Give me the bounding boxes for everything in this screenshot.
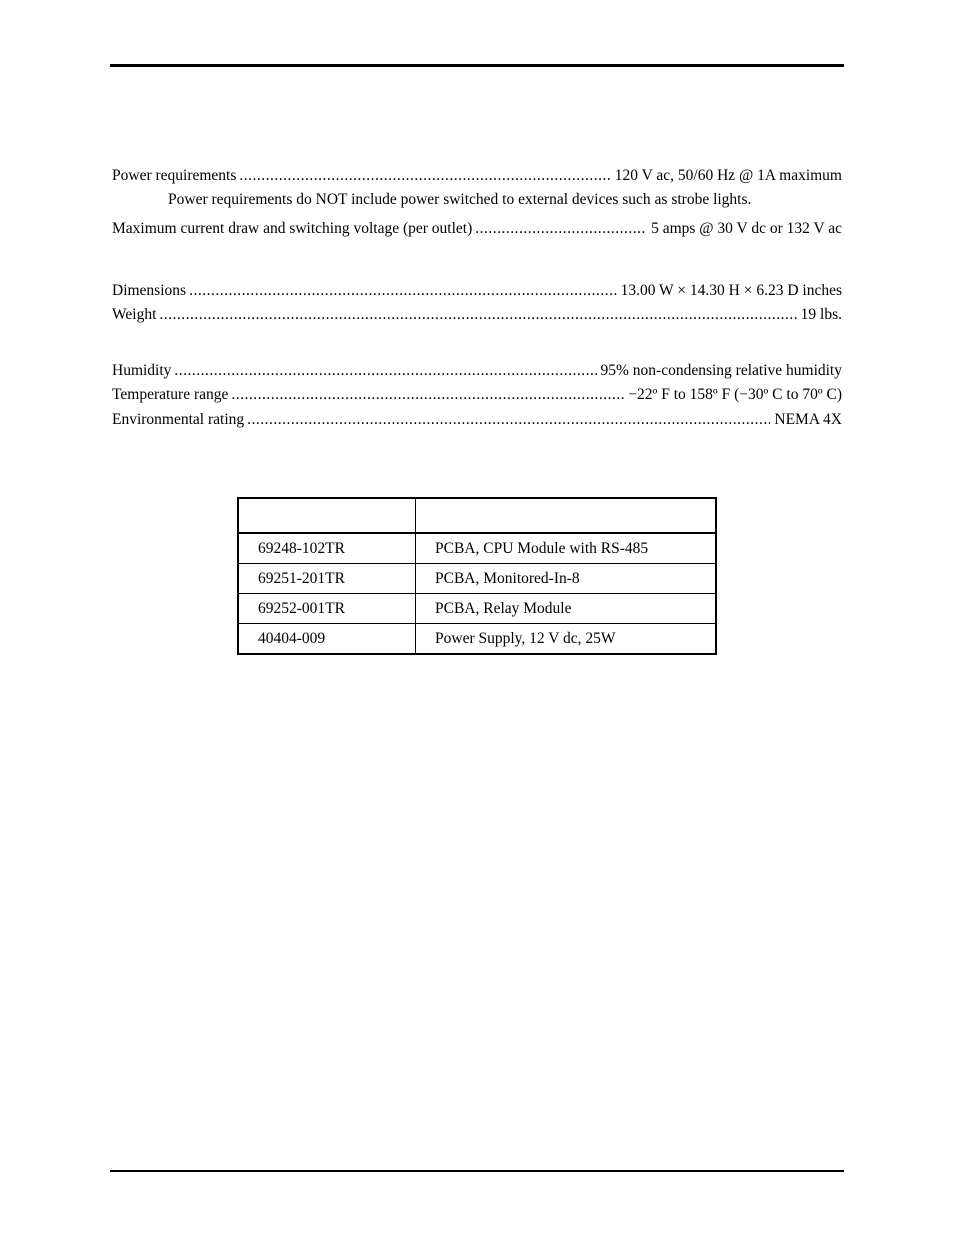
part-number-cell: 69252-001TR — [238, 594, 416, 624]
spec-temperature-range — [112, 385, 842, 405]
spec-label: Environmental rating — [112, 411, 245, 428]
spec-label: Power requirements — [112, 167, 237, 184]
spec-power-requirements — [112, 166, 842, 186]
part-number-cell: 69251-201TR — [238, 564, 416, 594]
table-row — [238, 564, 716, 594]
header-rule — [110, 64, 844, 67]
spec-label: Dimensions — [112, 282, 187, 299]
spec-environmental-rating — [112, 410, 842, 430]
part-description-cell: PCBA, CPU Module with RS-485 — [416, 533, 717, 564]
spec-max-current — [112, 219, 842, 239]
part-description-cell: PCBA, Relay Module — [416, 594, 717, 624]
part-description-cell: Power Supply, 12 V dc, 25W — [416, 624, 717, 655]
spec-value: −22º F to 158º F (−30º C to 70º C) — [628, 386, 842, 403]
dot-leader — [189, 281, 617, 301]
part-description-cell: PCBA, Monitored-In-8 — [416, 564, 717, 594]
column-header — [416, 498, 717, 533]
spec-value: 95% non-condensing relative humidity — [600, 362, 842, 379]
dot-leader — [239, 166, 610, 186]
spec-label: Weight — [112, 306, 157, 323]
spec-value: NEMA 4X — [774, 411, 842, 428]
dot-leader — [247, 410, 770, 430]
spec-dimensions — [112, 281, 842, 301]
spec-value: 120 V ac, 50/60 Hz @ 1A maximum — [614, 167, 842, 184]
spec-value: 13.00 W × 14.30 H × 6.23 D inches — [620, 282, 842, 299]
parts-table — [237, 497, 717, 655]
dot-leader — [174, 361, 596, 381]
spec-value: 5 amps @ 30 V dc or 132 V ac — [651, 220, 842, 237]
table-row — [238, 594, 716, 624]
footer-rule — [110, 1170, 844, 1172]
power-note: Power requirements do NOT include power switched to external devices such as strobe lights. — [168, 191, 752, 208]
part-number-cell: 69248-102TR — [238, 533, 416, 564]
spec-label: Temperature range — [112, 386, 229, 403]
spec-value: 19 lbs. — [800, 306, 842, 323]
table-header-row — [238, 498, 716, 533]
table-row — [238, 624, 716, 655]
column-header — [238, 498, 416, 533]
spec-humidity — [112, 361, 842, 381]
table-row — [238, 533, 716, 564]
spec-label: Maximum current draw and switching voltage (per outlet) — [112, 220, 473, 237]
part-number-cell: 40404-009 — [238, 624, 416, 655]
spec-label: Humidity — [112, 362, 172, 379]
spec-weight — [112, 305, 842, 325]
dot-leader — [159, 305, 796, 325]
dot-leader — [475, 219, 647, 239]
dot-leader — [231, 385, 624, 405]
